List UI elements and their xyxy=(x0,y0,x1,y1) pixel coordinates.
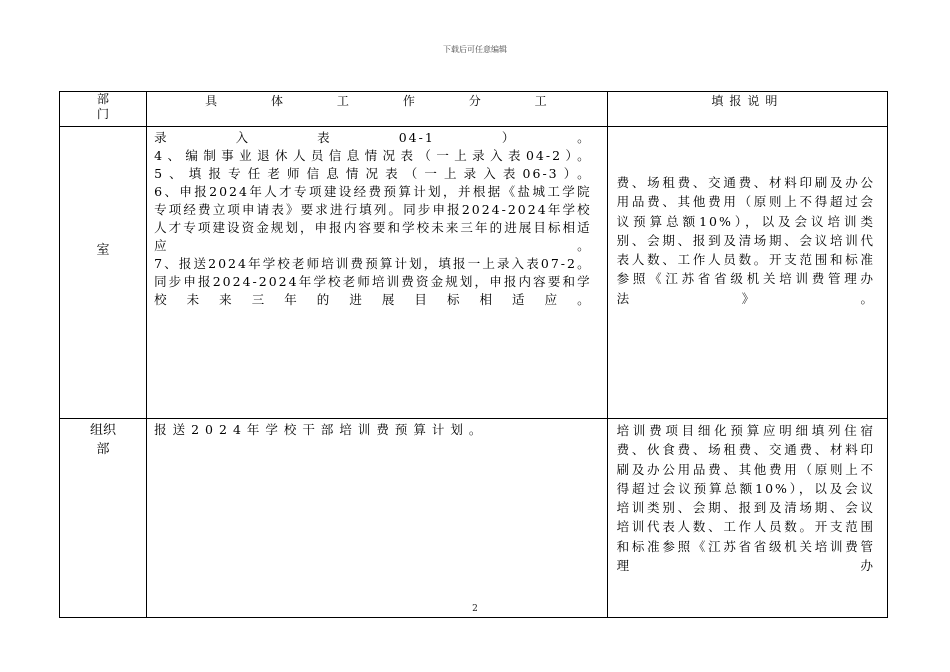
note-text: 费、场租费、交通费、材料印刷及办公用品费、其他费用（原则上不得超过会议预算总额10%），以及会议培训类别、会期、报到及清场期、会议培训代表人数、工作人员数。开支范围和标准参照《江苏省省级机关培训费管理办法》。 xyxy=(616,175,875,306)
work-cell xyxy=(147,127,608,419)
table-row xyxy=(60,419,888,618)
page-number: 2 xyxy=(472,604,478,614)
work-item: 4、编制事业退休人员信息情况表（一上录入表04-2）。 xyxy=(154,148,592,163)
header-work: 具体工作分工 xyxy=(147,92,608,127)
header-dept xyxy=(60,92,147,127)
dept-name-line-2: 部 xyxy=(96,442,110,457)
table-header-row xyxy=(60,92,888,127)
dept-cell xyxy=(60,419,147,618)
note-cell xyxy=(607,127,887,419)
dept-name xyxy=(60,419,146,459)
note-cell xyxy=(607,419,887,618)
header-dept-line-2: 门 xyxy=(97,107,110,121)
dept-name-line-1: 组织 xyxy=(90,423,117,438)
header-note: 填报说明 xyxy=(607,92,887,127)
work-division-table xyxy=(59,91,888,618)
dept-cell xyxy=(60,127,147,419)
dept-name: 室 xyxy=(96,243,110,258)
table-row xyxy=(60,127,888,419)
page-header: 下载后可任意编辑 xyxy=(443,45,507,54)
note-text: 培训费项目细化预算应明细填列住宿费、伙食费、场租费、交通费、材料印刷及办公用品费、其他费用（原则上不得超过会议预算总额10%），以及会议培训类别、会期、报到及清场期、会议培训代表人数、工作人员数。开支范围和标准参照《江苏省省级机关培训费管理办 xyxy=(616,423,875,574)
work-item: 6、申报2024年人才专项建设经费预算计划，并根据《盐城工学院专项经费立项申请表》要求进行填列。同步申报2024-2024年学校人才专项建设资金规划，申报内容要和学校未来三年的进展目标相适应。 xyxy=(154,184,592,253)
work-item: 报送2024年学校干部培训费预算计划。 xyxy=(154,422,488,437)
work-item: 5、填报专任老师信息情况表（一上录入表06-3）。 xyxy=(154,166,592,181)
work-item: 7、报送2024年学校老师培训费预算计划，填报一上录入表07-2。同步申报2024-2024年学校老师培训费资金规划，申报内容要和学校未来三年的进展目标相适应。 xyxy=(154,256,592,307)
header-dept-line-1: 部 xyxy=(97,92,110,106)
work-cell xyxy=(147,419,608,618)
work-item: 录入表04-1）。 xyxy=(154,130,592,145)
